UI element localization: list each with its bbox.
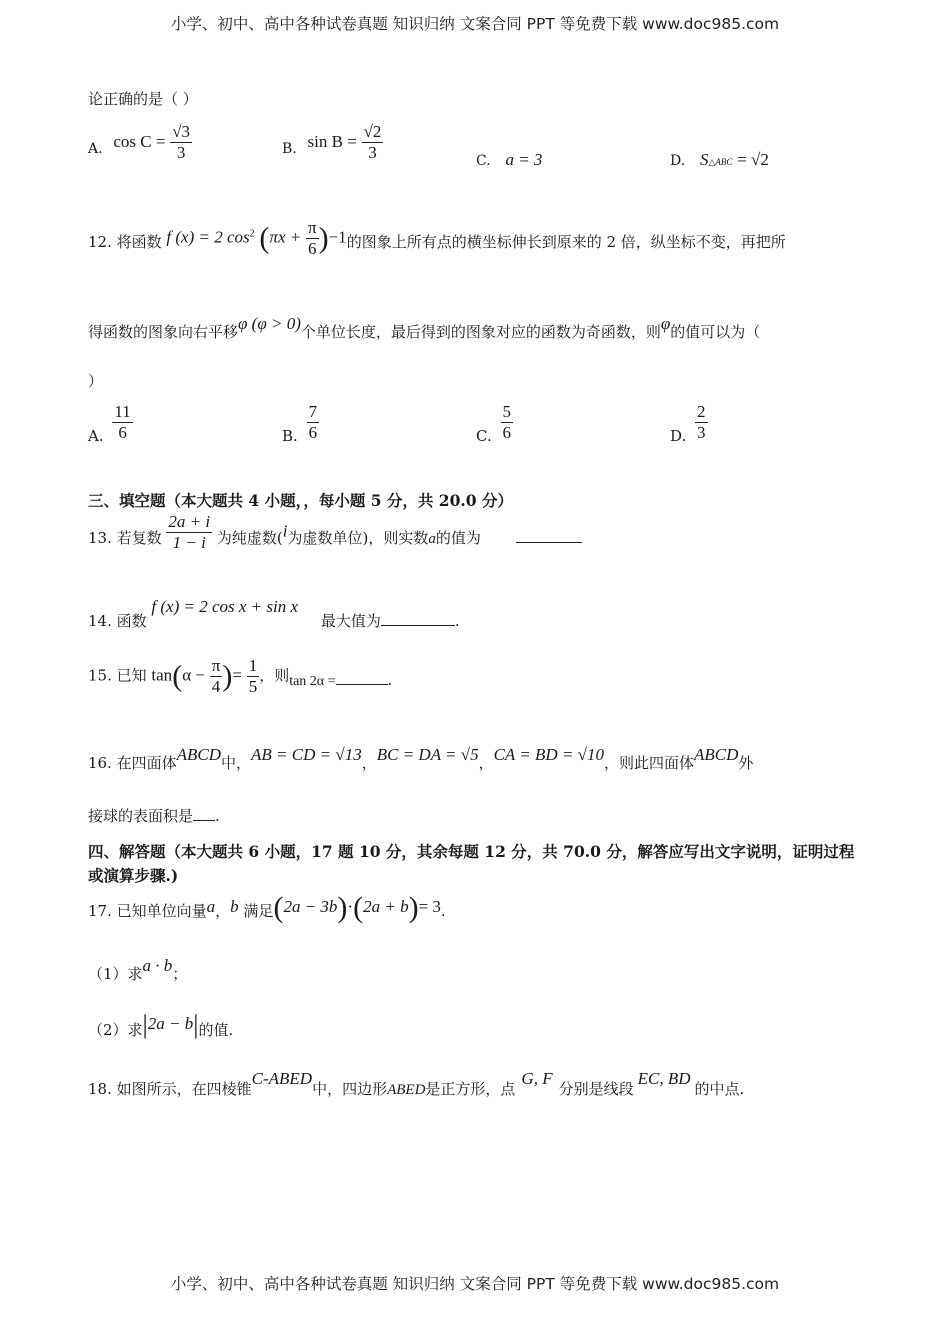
q17-part2: （2）求|2a − b|的值. xyxy=(88,1010,234,1039)
q11-stem-tail: 论正确的是（ ） xyxy=(88,90,198,108)
q12-line3: ） xyxy=(88,372,104,390)
q14: 14. 函数 f (x) = 2 cos x + sin x 最大值为 . xyxy=(88,597,460,630)
section-4-heading-line2: 或演算步骤.) xyxy=(88,866,179,885)
section-4-heading-line1: 四、解答题（本大题共 6 小题，17 题 10 分，其余每题 12 分，共 70.0 分，解答应写出文字说明，证明过程 xyxy=(88,842,855,861)
q11-option-d: D. S△ABC = √2 xyxy=(670,150,769,169)
q16-answer-blank xyxy=(193,820,215,821)
q16-line2: 接球的表面积是 . xyxy=(88,807,220,825)
q11-option-a: A. cos C = $\frac{√3}{3}$ xyxy=(88,122,191,162)
q18: 18. 如图所示，在四棱锥C-ABED中，四边形ABED是正方形，点G, F分别是线段EC, BD的中点. xyxy=(88,1069,745,1098)
q17-part1: （1）求a · b； xyxy=(88,956,188,983)
q16-line1: 16. 在四面体ABCD中，AB = CD = √13，BC = DA = √5，CA = BD = √10，则此四面体ABCD外 xyxy=(88,745,754,772)
q12-line1: 12. 将函数 f (x) = 2 $\cos^2 (\pi x$ + $\frac{\pi}{6}$ )−1的图象上所有点的横坐标伸长到原来的 2 倍，纵坐标不变，再把所 xyxy=(88,218,786,258)
q12-option-b: B. $\frac{7}{6}$ xyxy=(282,402,318,445)
q13-answer-blank xyxy=(516,542,582,543)
q13: 13. 若复数 $\frac{2a + i}{1 - i}$ 为纯虚数(i为虚数单位)，则实数a的值为 xyxy=(88,512,582,553)
q17: 17. 已知单位向量a，b 满足(2a − 3b)·(2a + b)= 3. xyxy=(88,891,446,924)
q11-option-c: C. a = 3 xyxy=(476,150,543,169)
page-footer: 小学、初中、高中各种试卷真题 知识归纳 文案合同 PPT 等免费下载 www.doc985.com xyxy=(170,1275,780,1293)
q14-answer-blank xyxy=(381,625,455,626)
q12-option-c: C. $\frac{5}{6}$ xyxy=(476,402,511,445)
q12-line2: 得函数的图象向右平移φ (φ > 0)个单位长度，最后得到的图象对应的函数为奇函数，则φ的值可以为（ xyxy=(88,314,761,341)
page-header: 小学、初中、高中各种试卷真题 知识归纳 文案合同 PPT 等免费下载 www.doc985.com xyxy=(170,15,780,33)
section-3-heading: 三、填空题（本大题共 4 小题，，每小题 5 分，共 20.0 分） xyxy=(88,491,513,510)
q15: 15. 已知 tan(α − $\frac{\pi}{4}$ )= $\frac{1}{5}$ ，则tan 2α = . xyxy=(88,656,393,696)
q12-option-a: A. $\frac{11}{6}$ xyxy=(88,402,131,445)
q12-option-d: D. $\frac{2}{3}$ xyxy=(670,402,706,445)
q15-answer-blank xyxy=(336,684,388,685)
q11-option-b: B. sin B = $\frac{√2}{3}$ xyxy=(282,122,382,162)
